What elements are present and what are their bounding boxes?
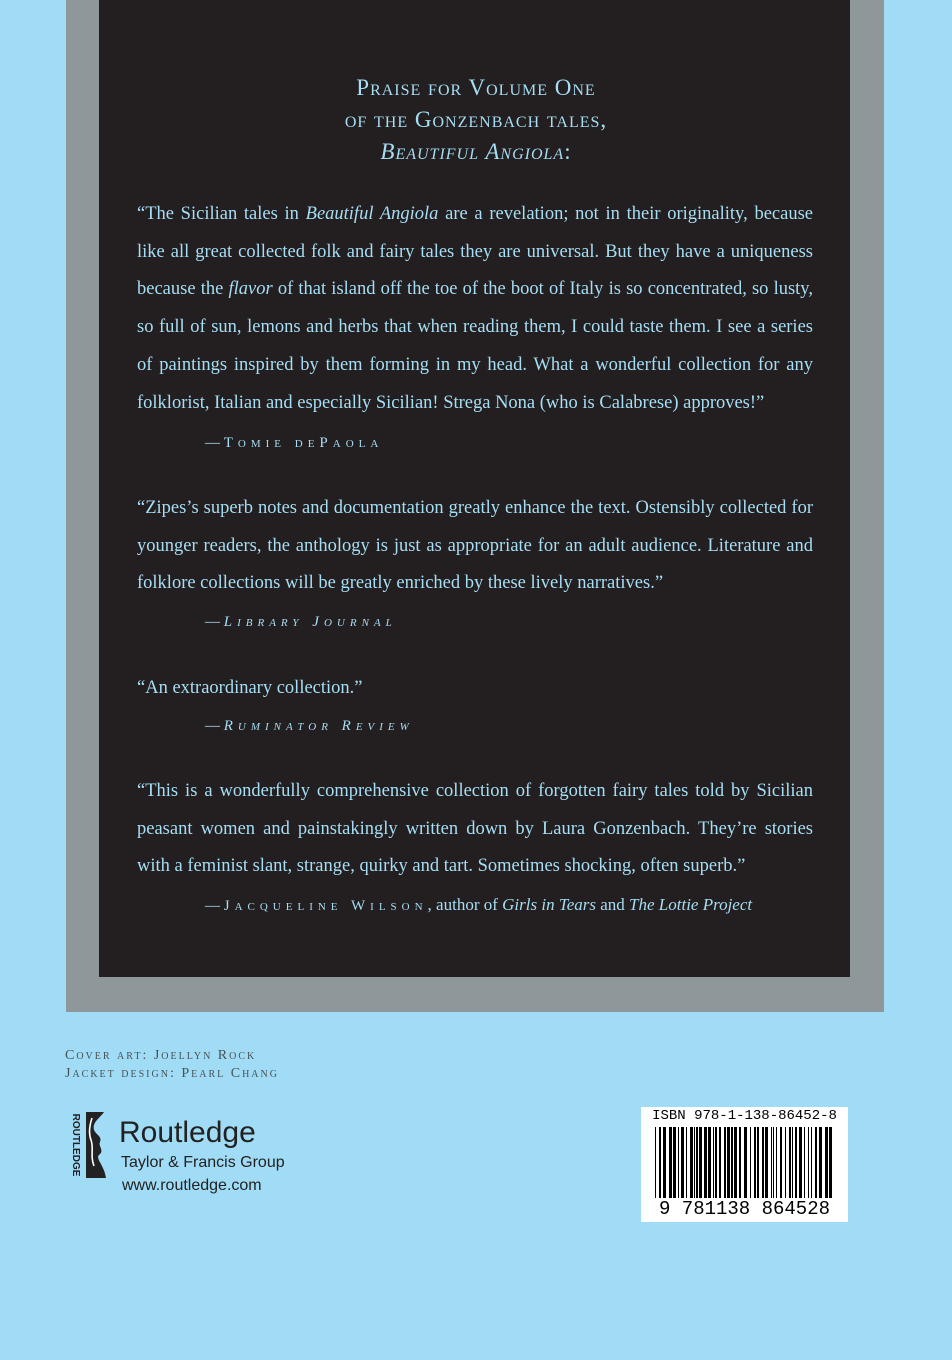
quote-1 (137, 196, 813, 422)
barcode-bar (750, 1127, 751, 1199)
barcode-bar (819, 1127, 822, 1199)
barcode-bar (678, 1127, 679, 1199)
barcode-bar (713, 1127, 714, 1199)
barcode-bar (757, 1127, 759, 1199)
barcode-bar (825, 1127, 828, 1199)
credits (65, 1047, 279, 1083)
quote-text-segment: “This is a wonderfully comprehensive collection of forgotten fairy tales told by Sicilian peasant women and painstakingly written down by Laura Gonzenbach. They’re stories with a feminist slant, strange, quirky and tart. Sometimes shocking, often superb.” (137, 781, 813, 877)
barcode-bar (727, 1127, 730, 1199)
barcode-bar (789, 1127, 791, 1199)
quote-1-attribution (205, 433, 383, 453)
barcode-bar (771, 1127, 772, 1199)
quote-3-attribution (205, 716, 414, 736)
publisher-group: Taylor & Francis Group (121, 1154, 285, 1171)
quote-4 (137, 773, 813, 886)
barcode-bar (744, 1127, 747, 1199)
attribution-name: Library Journal (223, 614, 397, 630)
barcode-bar (690, 1127, 693, 1199)
barcode-bar (804, 1127, 805, 1199)
barcode-bar (780, 1127, 782, 1199)
barcode-bar (669, 1127, 672, 1199)
quote-text-segment: “An extraordinary collection.” (137, 678, 363, 698)
barcode-bar (765, 1127, 768, 1199)
barcode-bar (762, 1127, 764, 1199)
heading-line-1: Praise for Volume One (356, 75, 596, 100)
isbn-barcode (641, 1107, 848, 1222)
quote-text-segment: “The Sicilian tales in (137, 204, 306, 224)
attribution-name: Tomie dePaola (223, 435, 384, 451)
barcode-bar (829, 1127, 832, 1199)
barcode-bar (731, 1127, 733, 1199)
barcode-bar (704, 1127, 707, 1199)
quote-text-segment: flavor (228, 279, 273, 300)
barcode-bar (811, 1127, 812, 1199)
quote-2-attribution (205, 612, 397, 632)
heading-colon: : (564, 139, 572, 164)
barcode-bar (754, 1127, 756, 1199)
heading-book-title: Beautiful Angiola (380, 139, 565, 164)
barcode-bar (708, 1127, 711, 1199)
quote-text-segment: of that island off the toe of the boot of Italy is so concentrated, so lusty, so full of sun, lemons and herbs that when reading them, I could taste them. I see a series of paintings inspired by them forming in my head. What a wonderful collection for any folklorist, Italian and especially Sicilian! Strega Nona (who is Calabrese) approves!” (137, 279, 813, 413)
attribution-name: Ruminator Review (223, 718, 414, 734)
barcode-bar (686, 1127, 687, 1199)
barcode-bar (696, 1127, 698, 1199)
publisher-url: www.routledge.com (122, 1177, 262, 1194)
jacket-design-credit: Jacket design: Pearl Chang (65, 1066, 279, 1081)
attribution-name: Jacqueline Wilson (223, 898, 428, 914)
quote-4-attribution (205, 895, 752, 916)
routledge-vertical-label: ROUTLEDGE (70, 1113, 81, 1177)
barcode-bar (715, 1127, 717, 1199)
barcode-bar (815, 1127, 817, 1199)
barcode-bar (659, 1127, 661, 1199)
barcode-bar (673, 1127, 676, 1199)
attribution-detail: The Lottie Project (629, 895, 753, 914)
attribution-detail: , author of (427, 895, 503, 914)
barcode-bar (773, 1127, 774, 1199)
barcode-bar (734, 1127, 737, 1199)
quote-2 (137, 490, 813, 603)
attribution-dash: — (205, 898, 224, 914)
routledge-profile-icon (64, 1110, 116, 1180)
attribution-detail: and (596, 895, 630, 914)
barcode-bar (785, 1127, 786, 1199)
barcode-bar (681, 1127, 684, 1199)
barcode-digits: 9 781138 864528 (641, 1198, 848, 1220)
heading-line-3 (0, 136, 952, 168)
attribution-dash: — (205, 718, 224, 734)
attribution-dash: — (205, 435, 224, 451)
barcode-bar (808, 1127, 809, 1199)
barcode-bar (795, 1127, 797, 1199)
barcode-bar (719, 1127, 721, 1199)
heading-line-2: of the Gonzenbach tales, (344, 107, 608, 132)
barcode-bar (724, 1127, 726, 1199)
quote-text-segment: Beautiful Angiola (305, 204, 439, 224)
quote-text-segment: are a revelation; not in their originality, because like all great collected folk and fairy tales they are universal. But they have a uniqueness because the (137, 204, 813, 300)
barcode-bar (655, 1127, 656, 1199)
routledge-brand: Routledge (119, 1116, 256, 1149)
barcode-bar (776, 1127, 777, 1199)
attribution-detail: Girls in Tears (502, 895, 596, 914)
praise-heading (0, 72, 952, 168)
isbn-label: ISBN 978-1-138-86452-8 (652, 1108, 837, 1124)
attribution-dash: — (205, 614, 224, 630)
barcode-bar (699, 1127, 702, 1199)
cover-art-credit: Cover art: Joellyn Rock (65, 1048, 257, 1063)
barcode-bar (792, 1127, 793, 1199)
barcode-bars (651, 1127, 838, 1209)
barcode-bar (739, 1127, 741, 1199)
routledge-logo (64, 1110, 324, 1200)
quote-3 (137, 670, 813, 708)
quote-text-segment: “Zipes’s superb notes and documentation greatly enhance the text. Ostensibly collected for younger readers, the anthology is just as appropriate for an adult audience. Literature and folklore collections will be greatly enriched by these lively narratives.” (137, 498, 813, 594)
barcode-bar (799, 1127, 802, 1199)
barcode-bar (694, 1127, 695, 1199)
barcode-bar (663, 1127, 666, 1199)
